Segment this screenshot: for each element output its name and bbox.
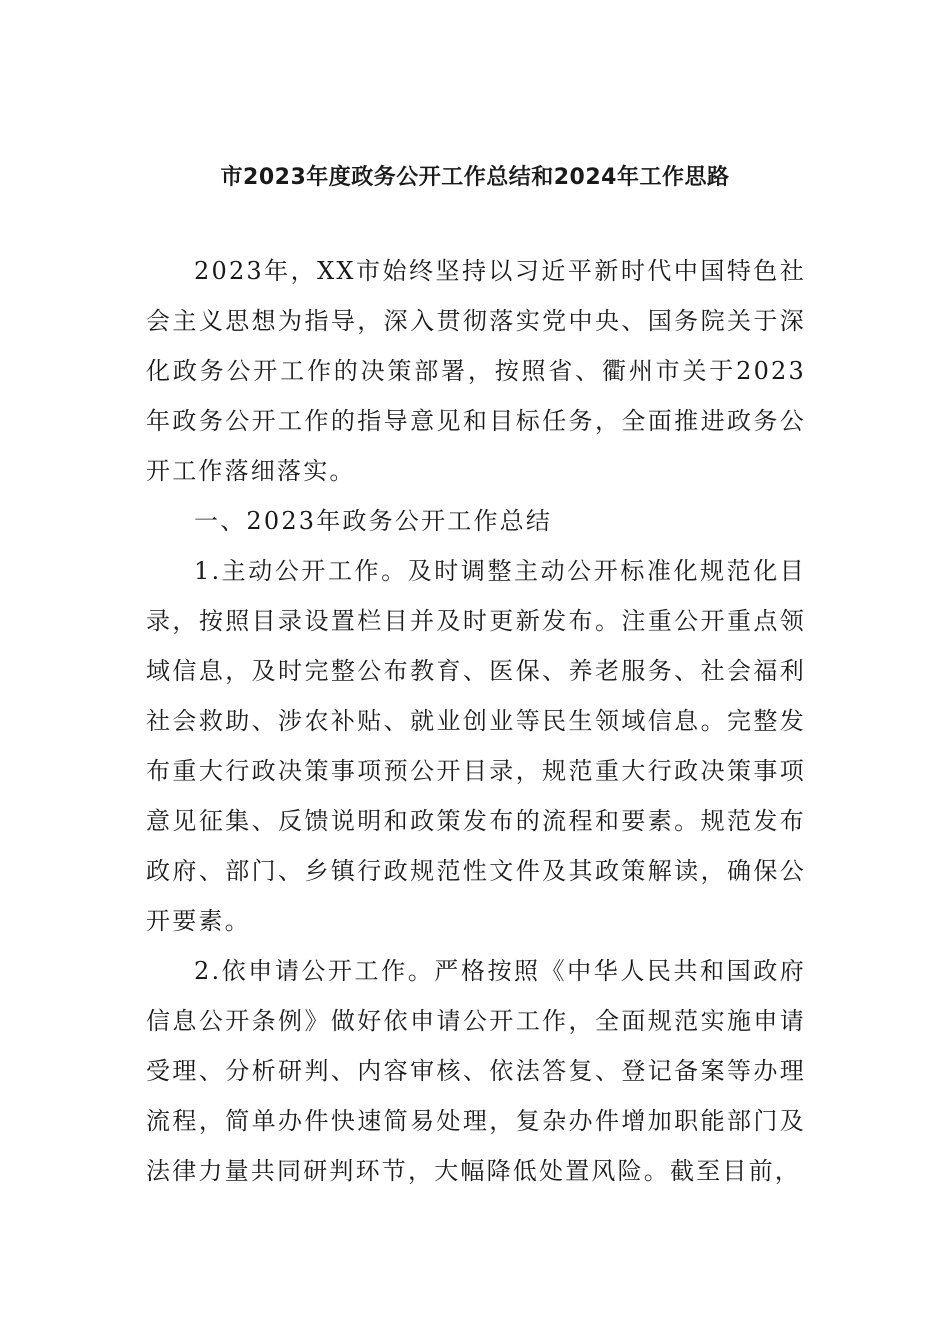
paragraph-proactive-disclosure: 1.主动公开工作。及时调整主动公开标准化规范化目录，按照目录设置栏目并及时更新发布。注重公开重点领域信息，及时完整公布教育、医保、养老服务、社会福利社会救助、涉农补贴、就业创业等民生领域信息。完整发布重大行政决策事项预公开目录，规范重大行政决策事项意见征集、反馈说明和政策发布的流程和要素。规范发布政府、部门、乡镇行政规范性文件及其政策解读，确保公开要素。	[146, 557, 806, 935]
paragraph-intro: 2023年，XX市始终坚持以习近平新时代中国特色社会主义思想为指导，深入贯彻落实党中央、国务院关于深化政务公开工作的决策部署，按照省、衢州市关于2023年政务公开工作的指导意见和目标任务，全面推进政务公开工作落细落实。	[146, 257, 806, 485]
document-title: 市2023年度政务公开工作总结和2024年工作思路	[220, 165, 730, 190]
paragraph-disclosure-on-request: 2.依申请公开工作。严格按照《中华人民共和国政府信息公开条例》做好依申请公开工作，全面规范实施申请受理、分析研判、内容审核、依法答复、登记备案等办理流程，简单办件快速简易处理，复杂办件增加职能部门及法律力量共同研判环节，大幅降低处置风险。截至目前，	[146, 957, 806, 1185]
document-body	[146, 246, 806, 1196]
section-heading-summary: 一、2023年政务公开工作总结	[194, 507, 553, 535]
